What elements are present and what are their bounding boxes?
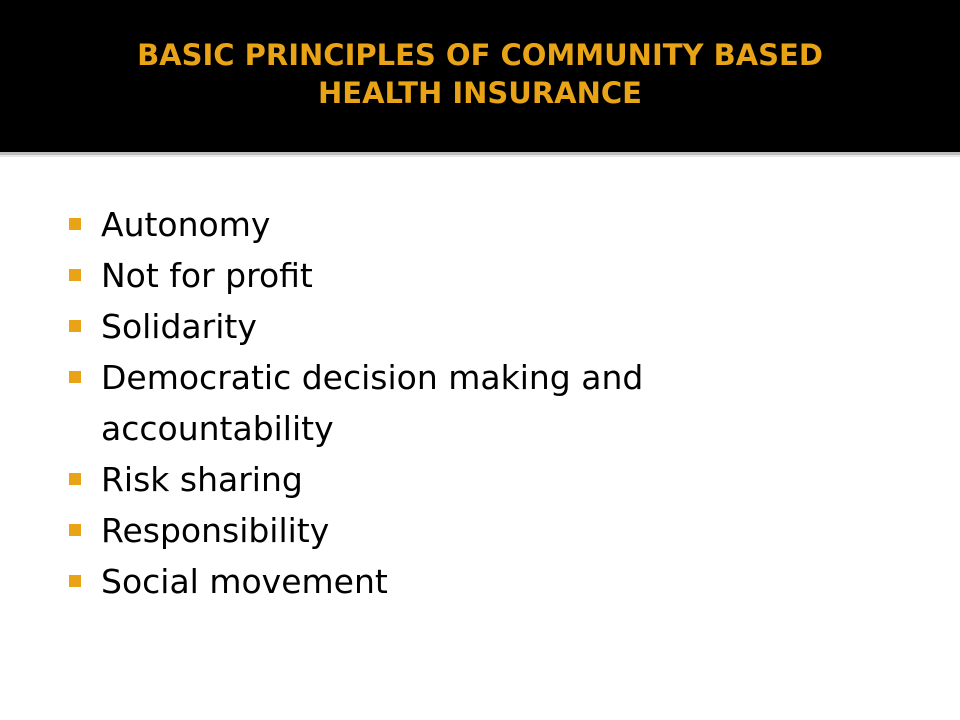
title-line-2: HEALTH INSURANCE xyxy=(318,76,642,110)
square-bullet-icon xyxy=(69,575,81,587)
bullet-item xyxy=(66,352,701,454)
bullet-text: Autonomy xyxy=(101,205,271,244)
bullet-list xyxy=(66,199,886,607)
bullet-text: Social movement xyxy=(101,562,388,601)
square-bullet-icon xyxy=(69,269,81,281)
title-line-1: BASIC PRINCIPLES OF COMMUNITY BASED xyxy=(137,38,823,72)
bullet-item xyxy=(66,301,701,352)
bullet-text: Democratic decision making and accountability xyxy=(101,358,644,448)
bullet-item xyxy=(66,250,701,301)
square-bullet-icon xyxy=(69,524,81,536)
bullet-text: Solidarity xyxy=(101,307,257,346)
square-bullet-icon xyxy=(69,320,81,332)
square-bullet-icon xyxy=(69,218,81,230)
bullet-text: Risk sharing xyxy=(101,460,303,499)
square-bullet-icon xyxy=(69,473,81,485)
bullet-item xyxy=(66,556,701,607)
title-divider-shadow xyxy=(0,155,960,157)
bullet-item xyxy=(66,199,701,250)
bullet-text: Responsibility xyxy=(101,511,330,550)
square-bullet-icon xyxy=(69,371,81,383)
bullet-item xyxy=(66,505,701,556)
slide-title xyxy=(80,36,880,112)
bullet-text: Not for profit xyxy=(101,256,313,295)
bullet-item xyxy=(66,454,701,505)
title-band xyxy=(0,0,960,152)
